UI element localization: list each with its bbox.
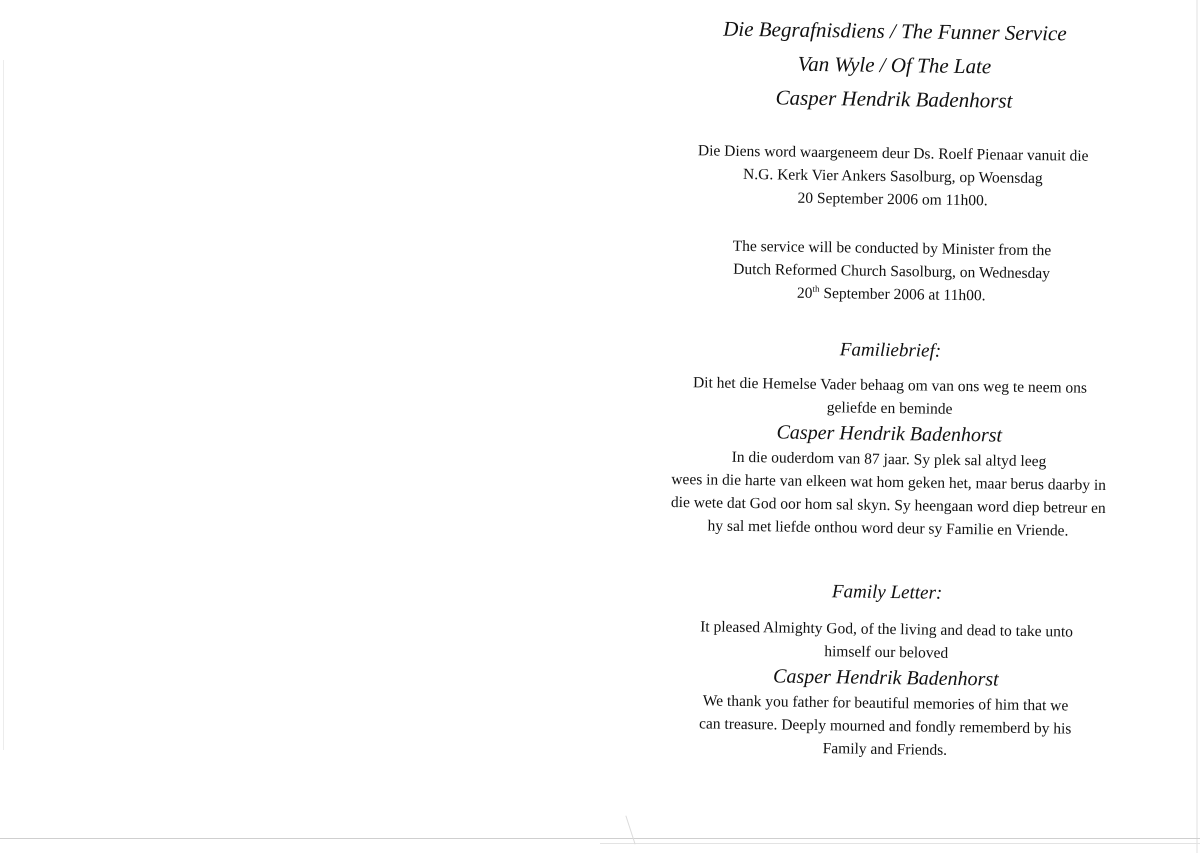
english-service-line2: Dutch Reformed Church Sasolburg, on Wednesday — [733, 260, 1051, 283]
english-service-line1: The service will be conducted by Minister from the — [732, 237, 1052, 260]
afrikaans-service-details — [622, 138, 1163, 215]
left-scan-edge — [3, 60, 4, 750]
fold-mark — [625, 816, 635, 845]
familiebrief-body-line4: hy sal met liefde onthou word deur sy Familie en Vriende. — [707, 517, 1069, 540]
family-letter-body-line2: can treasure. Deeply mourned and fondly rememberd by his — [698, 715, 1072, 738]
english-service-date-rest: September 2006 at 11h00. — [819, 285, 986, 305]
english-service-day: 20 — [796, 284, 813, 302]
english-service-details — [621, 233, 1162, 310]
family-letter-deceased-name: Casper Hendrik Badenhorst — [772, 665, 999, 691]
service-title-line2: Van Wyle / Of The Late — [797, 51, 992, 79]
right-scan-edge — [1196, 0, 1198, 853]
family-letter-section — [615, 576, 1157, 765]
familiebrief-deceased-name: Casper Hendrik Badenhorst — [776, 421, 1003, 447]
bottom-fold-line-secondary — [600, 843, 1200, 844]
family-letter-intro-line2: himself our beloved — [824, 643, 949, 662]
familiebrief-intro-line1: Dit het die Hemelse Vader behaag om van ons weg te neem ons — [692, 374, 1088, 397]
familiebrief-section — [618, 334, 1161, 544]
familiebrief-heading: Familiebrief: — [839, 339, 942, 362]
familiebrief-intro-line2: geliefde en beminde — [826, 399, 953, 418]
afrikaans-service-line2: N.G. Kerk Vier Ankers Sasolburg, op Woensdag — [743, 165, 1043, 188]
service-title-name: Casper Hendrik Badenhorst — [775, 85, 1013, 113]
familiebrief-body-line2: wees in die harte van elkeen wat hom geken het, maar berus daarby in — [671, 470, 1107, 495]
familiebrief-body-line1: In die ouderdom van 87 jaar. Sy plek sal altyd leeg — [731, 448, 1047, 471]
english-service-day-suffix: th — [812, 283, 820, 294]
family-letter-intro-line1: It pleased Almighty God, of the living and dead to take unto — [700, 618, 1074, 641]
family-letter-heading: Family Letter: — [831, 581, 943, 604]
family-letter-body-line3: Family and Friends. — [822, 740, 948, 759]
afrikaans-service-line3: 20 September 2006 om 11h00. — [797, 189, 988, 210]
family-letter-body-line1: We thank you father for beautiful memories of him that we — [702, 692, 1069, 715]
afrikaans-service-line1: Die Diens word waargeneem deur Ds. Roelf Pienaar vanuit die — [697, 142, 1089, 165]
service-title-line1: Die Begrafnisdiens / The Funner Service — [723, 16, 1067, 46]
funeral-program-text — [615, 6, 1165, 764]
familiebrief-body-line3: die wete dat God oor hom sal skyn. Sy heengaan word diep betreur en — [670, 493, 1106, 518]
service-title-block — [624, 10, 1165, 120]
bottom-fold-line — [0, 838, 1200, 839]
